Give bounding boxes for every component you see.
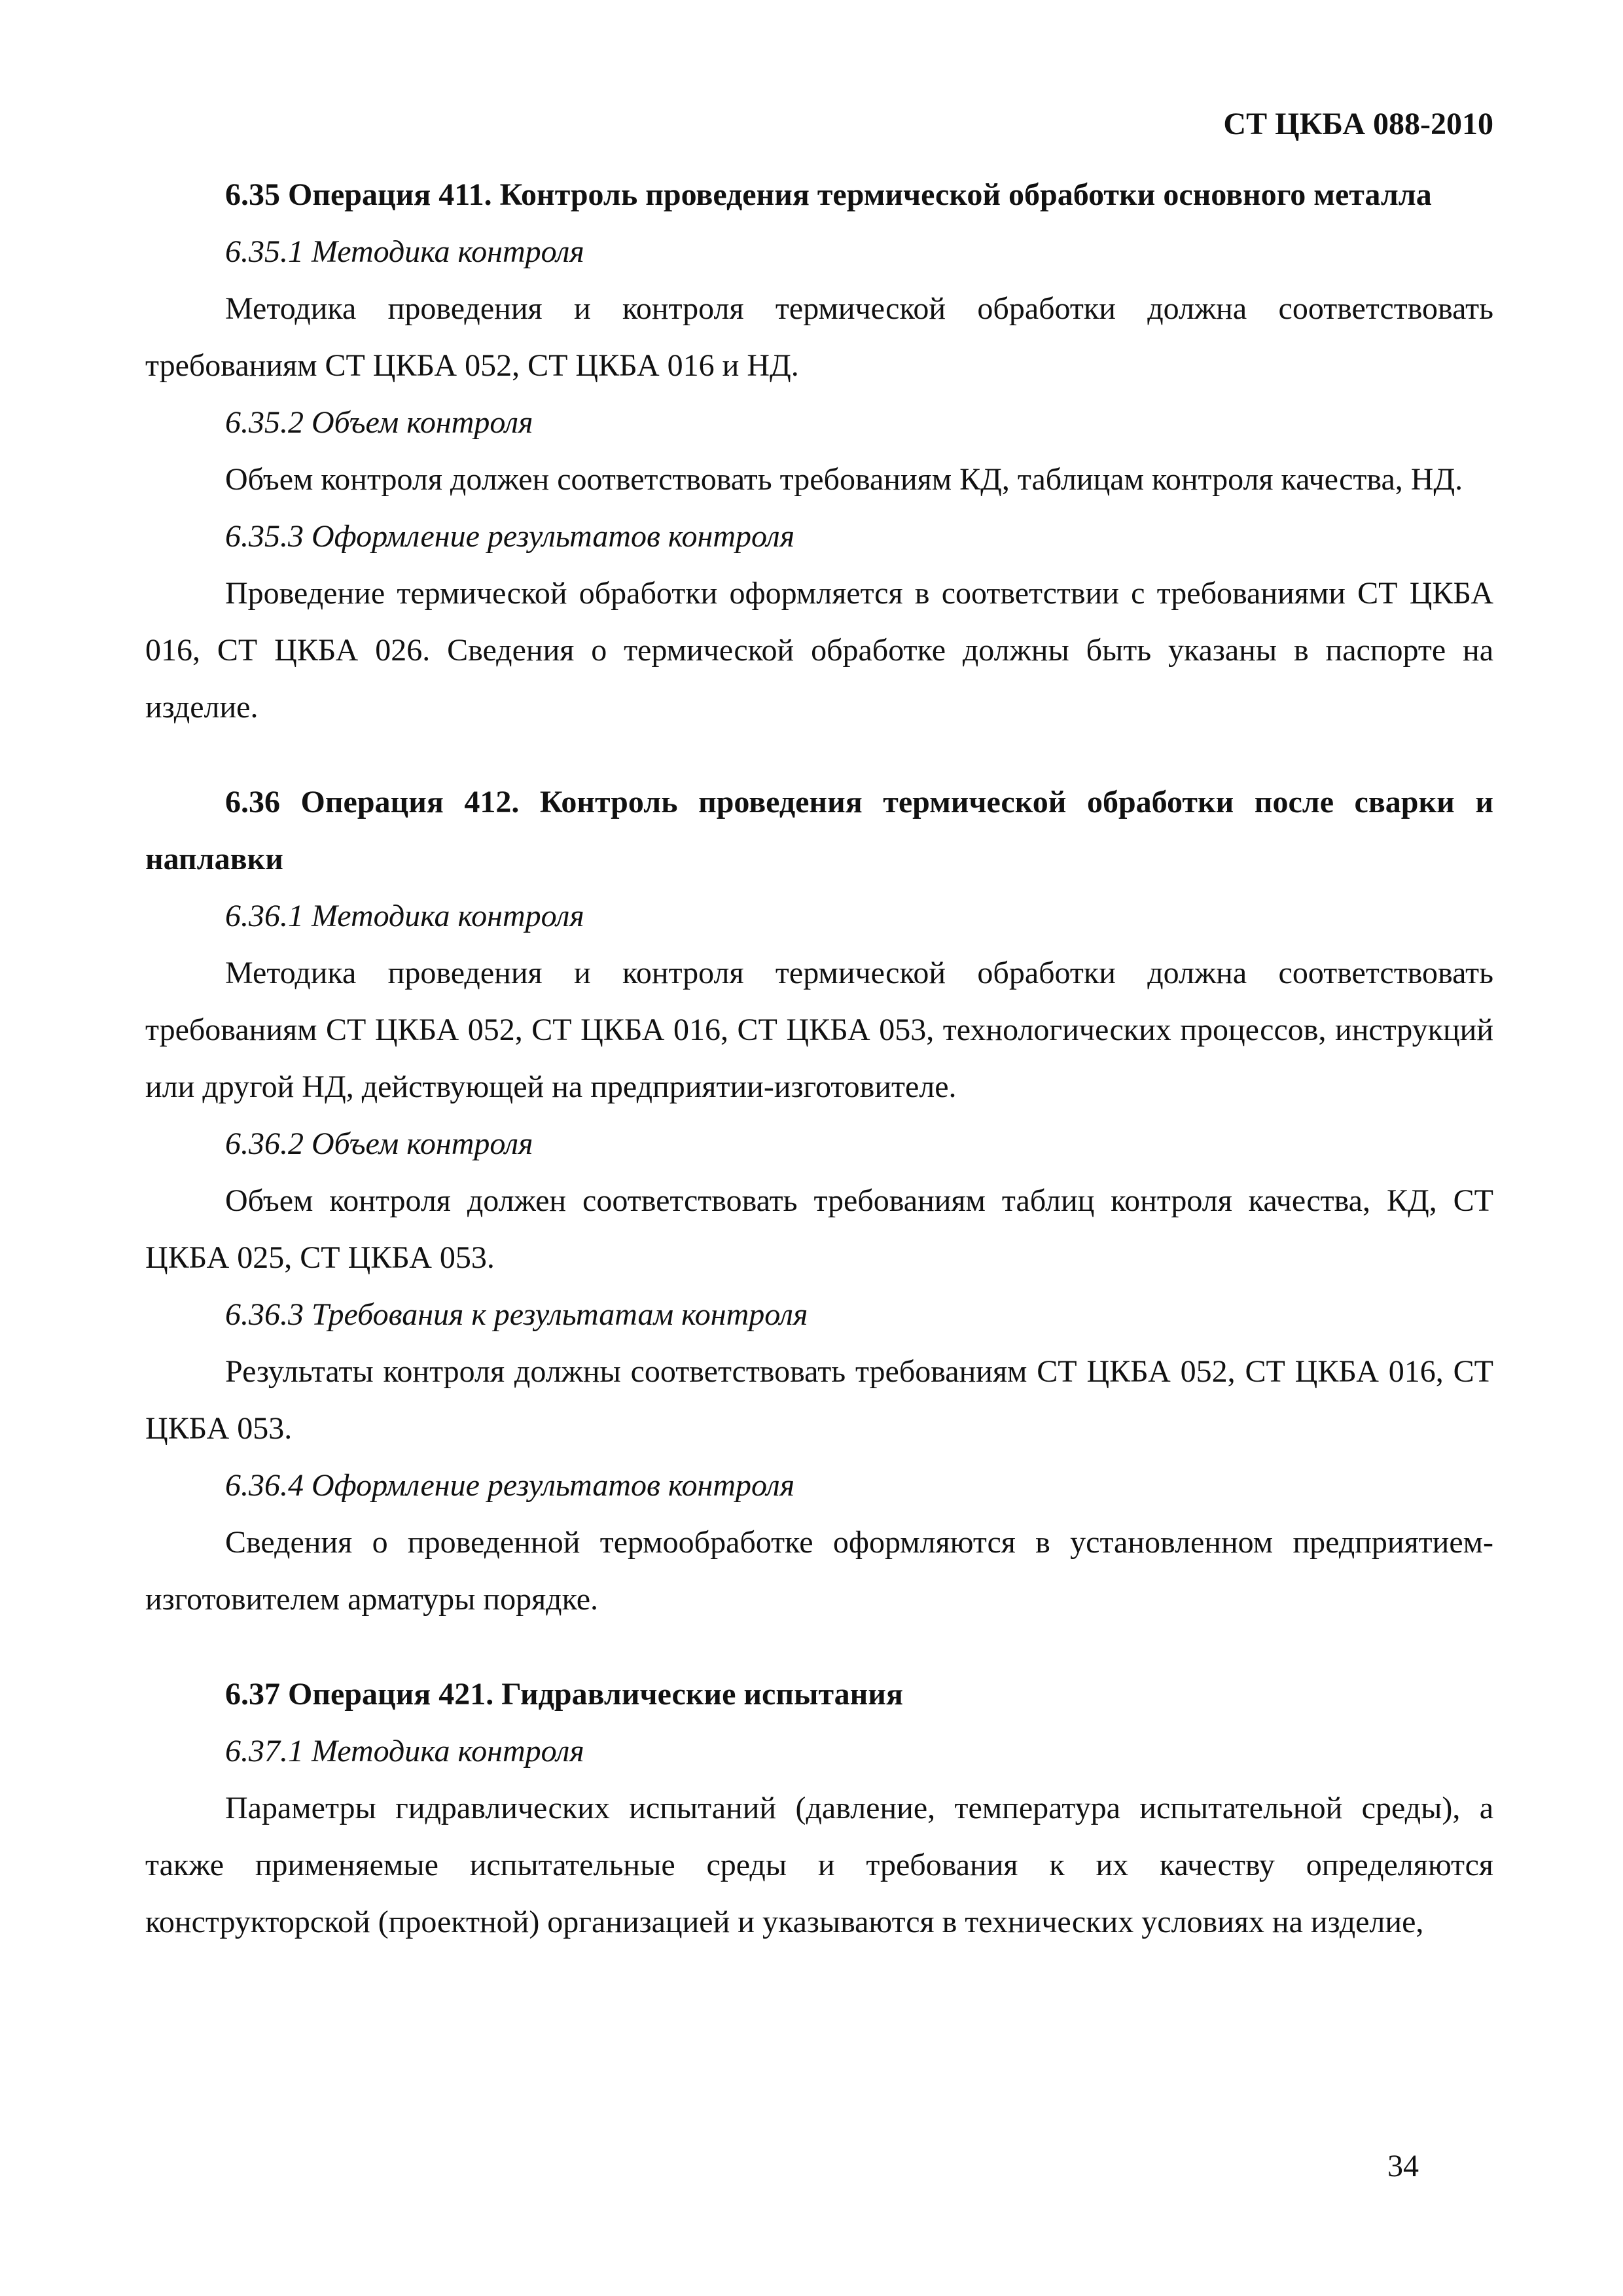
section-heading-6-36: 6.36 Операция 412. Контроль проведения термической обработки после сварки и наплавки <box>145 785 1493 876</box>
paragraph-6-35-3: Проведение термической обработки оформляется в соответствии с требованиями СТ ЦКБА 016, СТ ЦКБА 026. Сведения о термической обработке должны быть указаны в паспорте на изделие. <box>145 576 1493 725</box>
section-heading-6-37: 6.37 Операция 421. Гидравлические испытания <box>225 1677 903 1712</box>
subsection-title-6-36-4: 6.36.4 Оформление результатов контроля <box>225 1468 795 1503</box>
subsection-title-6-35-2: 6.35.2 Объем контроля <box>225 405 533 440</box>
paragraph-6-36-1: Методика проведения и контроля термической обработки должна соответствовать требованиям СТ ЦКБА 052, СТ ЦКБА 016, СТ ЦКБА 053, технологических процессов, инструкций или другой НД, действующей на предприятии-изготовителе. <box>145 956 1493 1104</box>
section-heading-6-35: 6.35 Операция 411. Контроль проведения термической обработки основного металла <box>225 177 1432 212</box>
section-spacer <box>145 736 1493 774</box>
subsection-title-6-36-3: 6.36.3 Требования к результатам контроля <box>225 1297 808 1332</box>
paragraph-6-36-2: Объем контроля должен соответствовать требованиям таблиц контроля качества, КД, СТ ЦКБА 025, СТ ЦКБА 053. <box>145 1183 1493 1275</box>
subsection-title-6-36-1: 6.36.1 Методика контроля <box>225 899 584 933</box>
paragraph-6-36-3: Результаты контроля должны соответствовать требованиям СТ ЦКБА 052, СТ ЦКБА 016, СТ ЦКБА 053. <box>145 1354 1493 1446</box>
subsection-title-6-35-3: 6.35.3 Оформление результатов контроля <box>225 519 795 554</box>
paragraph-6-35-2: Объем контроля должен соответствовать требованиям КД, таблицам контроля качества, НД. <box>225 462 1463 497</box>
document-page <box>145 98 1493 1950</box>
section-spacer <box>145 1628 1493 1666</box>
subsection-title-6-37-1: 6.37.1 Методика контроля <box>225 1734 584 1768</box>
paragraph-6-37-1: Параметры гидравлических испытаний (давление, температура испытательной среды), а также применяемые испытательные среды и требования к их качеству определяются конструкторской (проектной) организацией и указываются в технических условиях на изделие, <box>145 1791 1493 1939</box>
subsection-title-6-36-2: 6.36.2 Объем контроля <box>225 1126 533 1161</box>
subsection-title-6-35-1: 6.35.1 Методика контроля <box>225 234 584 269</box>
paragraph-6-35-1: Методика проведения и контроля термической обработки должна соответствовать требованиям СТ ЦКБА 052, СТ ЦКБА 016 и НД. <box>145 291 1493 383</box>
document-code-header: СТ ЦКБА 088-2010 <box>1223 107 1493 141</box>
paragraph-6-36-4: Сведения о проведенной термообработке оформляются в установленном предприятием-изготовителем арматуры порядке. <box>145 1525 1493 1617</box>
page-number: 34 <box>1387 2149 1419 2183</box>
